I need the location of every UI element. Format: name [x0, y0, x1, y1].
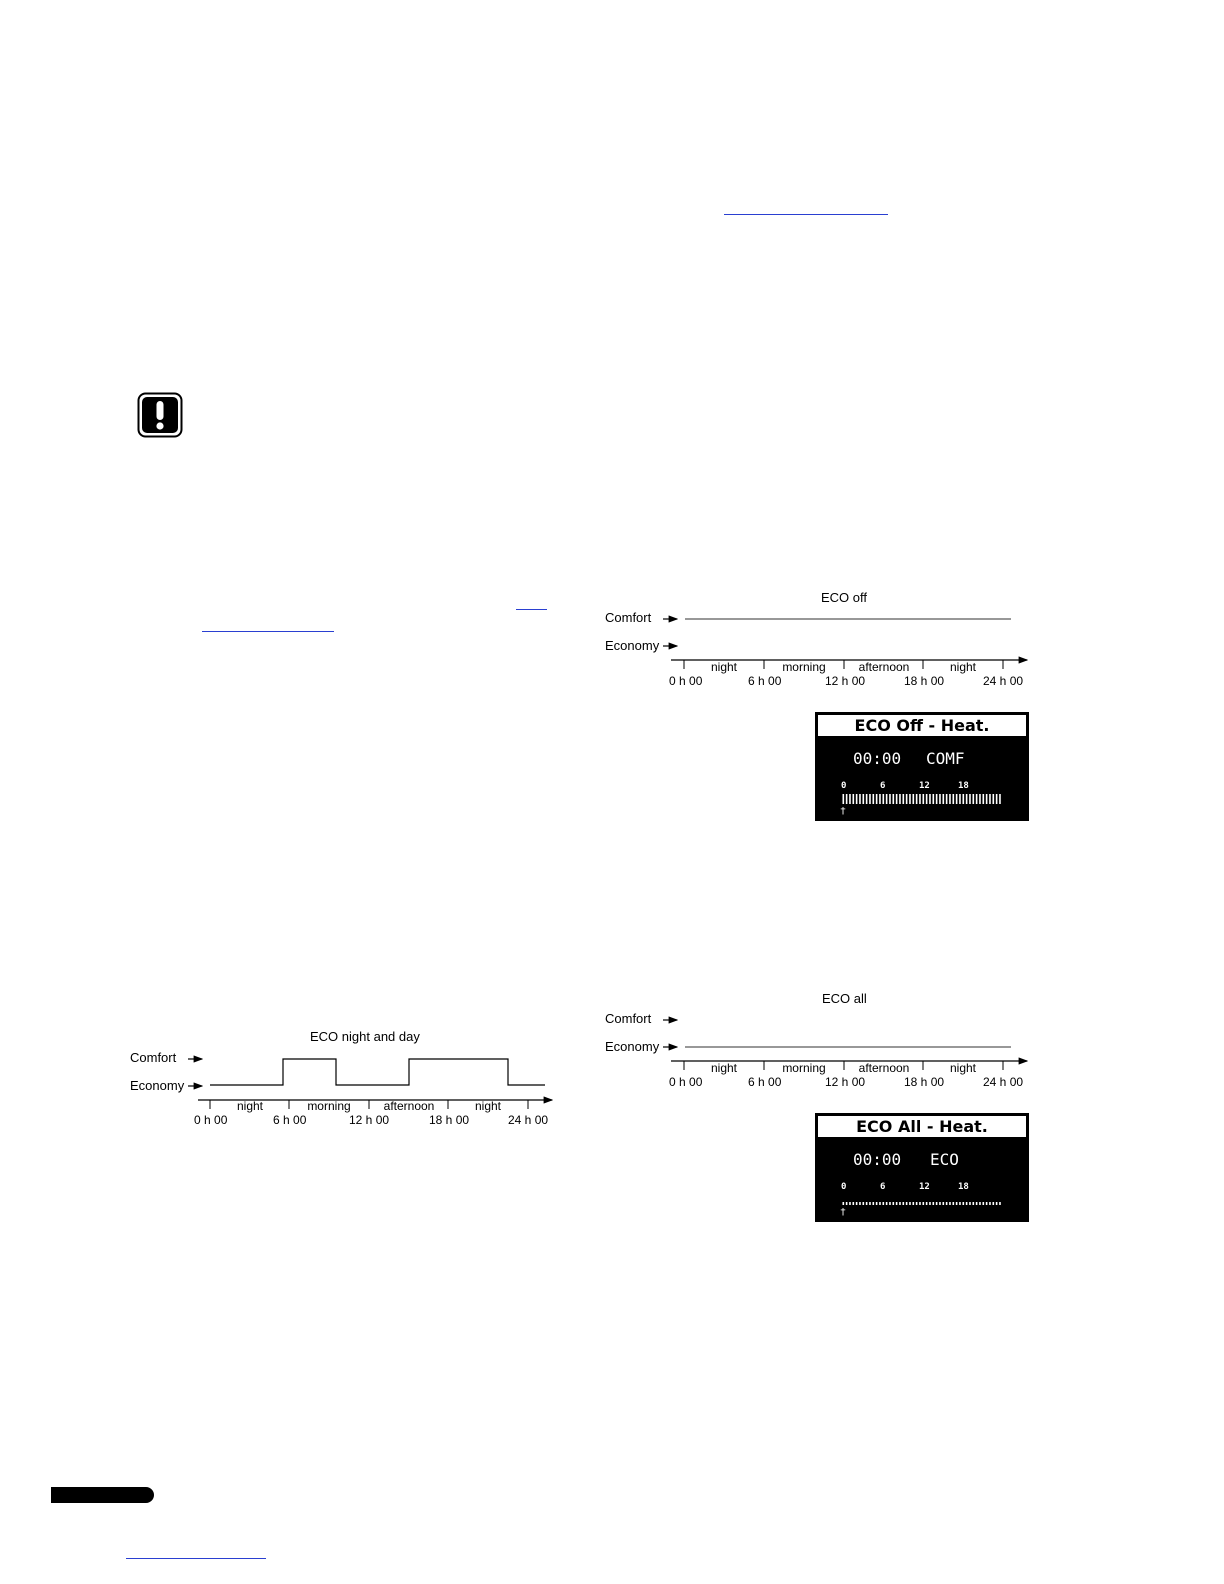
tick-label: 12 h 00 [825, 674, 866, 688]
screen-title: ECO Off - Heat. [818, 715, 1026, 736]
schedule-bars-economy [842, 1195, 1002, 1205]
schedule-slot [926, 794, 928, 804]
thermostat-screen-eco-all [815, 1113, 1029, 1222]
tick-label: 18 h 00 [904, 674, 945, 688]
screen-title: ECO All - Heat. [818, 1116, 1026, 1137]
screen-hour-label: 18 [958, 1182, 969, 1192]
comfort-label: Comfort [130, 1050, 177, 1065]
schedule-slot [923, 1202, 925, 1205]
economy-label: Economy [130, 1078, 185, 1093]
schedule-slot [946, 794, 948, 804]
screen-hour-label: 12 [919, 1182, 930, 1192]
schedule-slot [996, 794, 998, 804]
schedule-slot [959, 1202, 961, 1205]
page-tab-bar [51, 1487, 154, 1503]
schedule-slot [909, 1202, 911, 1205]
schedule-slot [856, 1202, 858, 1205]
schedule-slot [889, 794, 891, 804]
diagram-title: ECO night and day [310, 1029, 420, 1044]
schedule-slot [986, 794, 988, 804]
schedule-slot [956, 1202, 958, 1205]
schedule-slot [916, 1202, 918, 1205]
schedule-slot [889, 1202, 891, 1205]
comfort-label: Comfort [605, 1011, 652, 1026]
schedule-slot [929, 1202, 931, 1205]
link-underline[interactable] [724, 214, 888, 215]
schedule-slot [999, 1202, 1001, 1205]
schedule-slot [853, 1202, 855, 1205]
link-underline[interactable] [202, 631, 334, 632]
segment-label: night [710, 1061, 738, 1075]
economy-label: Economy [605, 1039, 660, 1054]
schedule-slot [936, 794, 938, 804]
screen-hour-label: 0 [841, 1182, 847, 1192]
tick-label: 18 h 00 [904, 1075, 945, 1089]
schedule-slot [913, 794, 915, 804]
schedule-slot [916, 794, 918, 804]
schedule-slot [973, 794, 975, 804]
diagram-title: ECO off [821, 590, 868, 605]
schedule-slot [909, 794, 911, 804]
schedule-slot [973, 1202, 975, 1205]
segment-label: night [949, 660, 977, 674]
schedule-slot [933, 794, 935, 804]
tick-label: 24 h 00 [983, 1075, 1024, 1089]
schedule-slot [859, 794, 861, 804]
schedule-slot [943, 1202, 945, 1205]
segment-label: night [710, 660, 738, 674]
schedule-slot [883, 1202, 885, 1205]
schedule-slot [859, 1202, 861, 1205]
schedule-slot [899, 794, 901, 804]
tick-label: 0 h 00 [194, 1113, 228, 1127]
schedule-slot [986, 1202, 988, 1205]
schedule-slot [879, 794, 881, 804]
schedule-slot [926, 1202, 928, 1205]
schedule-slot [979, 794, 981, 804]
schedule-slot [993, 1202, 995, 1205]
schedule-slot [896, 794, 898, 804]
tick-label: 24 h 00 [508, 1113, 549, 1127]
segment-label: night [236, 1099, 264, 1113]
screen-hour-label: 6 [880, 781, 886, 791]
schedule-slot [863, 794, 865, 804]
tick-label: 6 h 00 [748, 674, 782, 688]
link-underline[interactable] [516, 609, 547, 610]
diagram-lines [595, 586, 1045, 696]
screen-mode: ECO [930, 1150, 959, 1169]
schedule-slot [966, 794, 968, 804]
schedule-slot [896, 1202, 898, 1205]
tick-label: 0 h 00 [669, 674, 703, 688]
diagram-lines [120, 1025, 570, 1135]
eco-off-diagram [595, 586, 1045, 696]
schedule-slot [893, 1202, 895, 1205]
screen-hour-label: 12 [919, 781, 930, 791]
schedule-slot [919, 1202, 921, 1205]
schedule-slot [873, 794, 875, 804]
schedule-slot [963, 1202, 965, 1205]
schedule-slot [849, 794, 851, 804]
thermostat-screen-eco-off [815, 712, 1029, 821]
schedule-slot [873, 1202, 875, 1205]
eco-all-diagram [595, 987, 1045, 1097]
schedule-slot [846, 794, 848, 804]
schedule-slot [929, 794, 931, 804]
schedule-slot [993, 794, 995, 804]
tick-label: 12 h 00 [825, 1075, 866, 1089]
screen-time: 00:00 [853, 749, 902, 768]
schedule-slot [983, 1202, 985, 1205]
screen-time: 00:00 [853, 1150, 902, 1169]
tick-label: 18 h 00 [429, 1113, 470, 1127]
schedule-bars-comfort [842, 794, 1002, 804]
schedule-slot [976, 794, 978, 804]
time-cursor-icon: † [840, 806, 847, 817]
schedule-slot [883, 794, 885, 804]
schedule-slot [886, 1202, 888, 1205]
time-cursor-icon: † [840, 1207, 847, 1218]
segment-label: morning [782, 660, 826, 674]
schedule-slot [899, 1202, 901, 1205]
warning-exclamation-icon [137, 392, 183, 438]
schedule-slot [953, 794, 955, 804]
schedule-slot [869, 1202, 871, 1205]
segment-label: afternoon [383, 1099, 435, 1113]
schedule-slot [953, 1202, 955, 1205]
schedule-slot [856, 794, 858, 804]
segment-label: night [949, 1061, 977, 1075]
schedule-slot [936, 1202, 938, 1205]
schedule-slot [843, 1202, 845, 1205]
schedule-slot [943, 794, 945, 804]
schedule-slot [903, 1202, 905, 1205]
schedule-slot [903, 794, 905, 804]
screen-hour-label: 6 [880, 1182, 886, 1192]
schedule-slot [876, 794, 878, 804]
schedule-slot [959, 794, 961, 804]
schedule-slot [863, 1202, 865, 1205]
schedule-slot [939, 1202, 941, 1205]
screen-hour-label: 18 [958, 781, 969, 791]
schedule-slot [933, 1202, 935, 1205]
link-underline[interactable] [126, 1558, 266, 1559]
schedule-slot [866, 794, 868, 804]
schedule-slot [906, 1202, 908, 1205]
segment-label: morning [782, 1061, 826, 1075]
schedule-slot [979, 1202, 981, 1205]
schedule-slot [923, 794, 925, 804]
schedule-slot [939, 794, 941, 804]
schedule-slot [989, 1202, 991, 1205]
schedule-slot [999, 794, 1001, 804]
segment-label: morning [307, 1099, 351, 1113]
schedule-slot [963, 794, 965, 804]
tick-label: 6 h 00 [748, 1075, 782, 1089]
eco-night-and-day-diagram [120, 1025, 570, 1135]
schedule-slot [949, 794, 951, 804]
schedule-slot [866, 1202, 868, 1205]
schedule-slot [946, 1202, 948, 1205]
schedule-slot [996, 1202, 998, 1205]
tick-label: 24 h 00 [983, 674, 1024, 688]
schedule-slot [843, 794, 845, 804]
segment-label: afternoon [858, 660, 910, 674]
schedule-slot [876, 1202, 878, 1205]
tick-label: 0 h 00 [669, 1075, 703, 1089]
screen-hour-label: 0 [841, 781, 847, 791]
economy-label: Economy [605, 638, 660, 653]
schedule-slot [989, 794, 991, 804]
schedule-slot [976, 1202, 978, 1205]
tick-label: 12 h 00 [349, 1113, 390, 1127]
schedule-slot [906, 794, 908, 804]
schedule-slot [913, 1202, 915, 1205]
schedule-slot [893, 794, 895, 804]
segment-label: afternoon [858, 1061, 910, 1075]
comfort-label: Comfort [605, 610, 652, 625]
diagram-title: ECO all [822, 991, 867, 1006]
schedule-slot [949, 1202, 951, 1205]
schedule-slot [983, 794, 985, 804]
schedule-slot [969, 1202, 971, 1205]
segment-label: night [474, 1099, 502, 1113]
tick-label: 6 h 00 [273, 1113, 307, 1127]
schedule-slot [853, 794, 855, 804]
schedule-slot [869, 794, 871, 804]
schedule-slot [886, 794, 888, 804]
diagram-lines [595, 987, 1045, 1097]
schedule-slot [846, 1202, 848, 1205]
schedule-slot [969, 794, 971, 804]
screen-mode: COMF [926, 749, 965, 768]
schedule-slot [849, 1202, 851, 1205]
schedule-slot [956, 794, 958, 804]
schedule-slot [966, 1202, 968, 1205]
schedule-slot [919, 794, 921, 804]
schedule-slot [879, 1202, 881, 1205]
